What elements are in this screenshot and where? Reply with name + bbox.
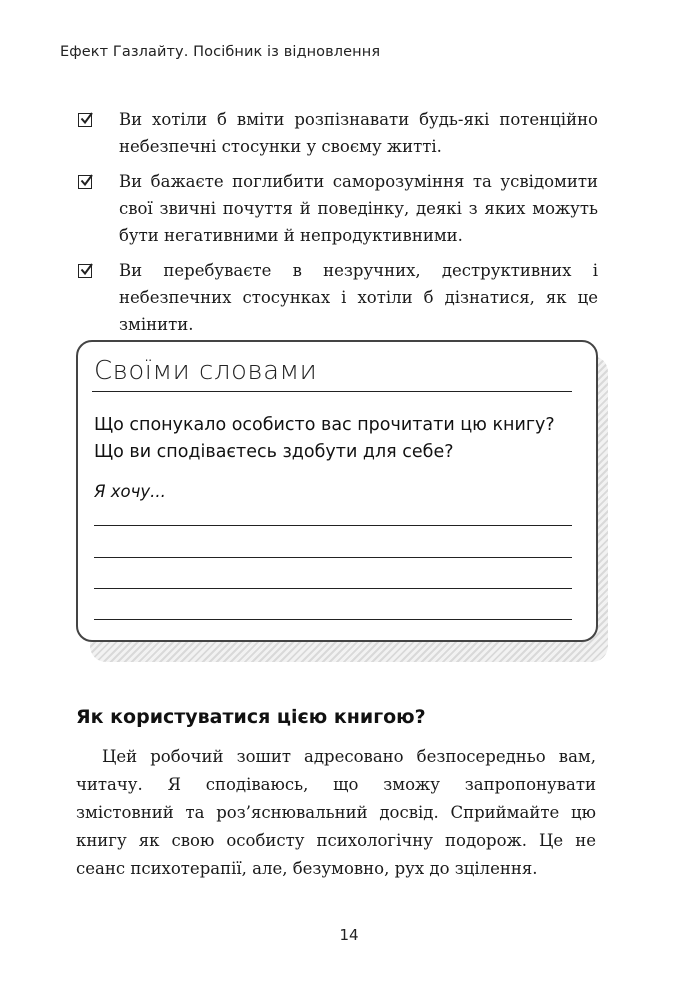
- question-line-1: Що спонукало особисто вас прочитати цю книгу?: [94, 415, 555, 435]
- in-your-words-card: [76, 340, 598, 652]
- page-number: 14: [339, 926, 359, 944]
- checked-box-icon: [78, 113, 92, 127]
- writing-line[interactable]: [94, 588, 572, 589]
- writing-line[interactable]: [94, 619, 572, 620]
- checklist: [78, 106, 598, 346]
- checked-box-icon: [78, 175, 92, 189]
- body-paragraph: Цей робочий зошит адресовано безпосередньо вам, читачу. Я сподіваюсь, що зможу запропонувати змістовний та роз’яснювальний досвід. Сприймайте цю книгу як свою особисту психологічну подорож. Це не сеанс психотерапії, але, безумовно, рух до зцілення.: [76, 747, 596, 878]
- checklist-item-text: Ви бажаєте поглибити саморозуміння та усвідомити свої звичні почуття й поведінку, деякі з яких можуть бути негативними й непродуктивними.: [119, 172, 598, 245]
- checklist-item: [78, 168, 598, 249]
- checklist-item-text: Ви хотіли б вміти розпізнавати будь-які потенційно небезпечні стосунки у своєму житті.: [119, 110, 598, 156]
- section-heading: Як користуватися цією книгою?: [76, 706, 426, 728]
- writing-line[interactable]: [94, 557, 572, 558]
- checked-box-icon: [78, 264, 92, 278]
- running-head-title: Ефект Газлайту. Посібник із відновлення: [60, 44, 381, 60]
- question-line-2: Що ви сподіваєтесь здобути для себе?: [94, 442, 454, 462]
- card-box: [76, 340, 598, 642]
- card-prompt: Я хочу...: [94, 482, 166, 501]
- writing-line[interactable]: [94, 525, 572, 526]
- checklist-item-text: Ви перебуваєте в незручних, деструктивних і небезпечних стосунках і хотіли б дізнатися, як це змінити.: [119, 261, 598, 334]
- checklist-item: [78, 106, 598, 160]
- title-underline: [92, 391, 572, 392]
- checklist-item: [78, 257, 598, 338]
- card-title: Своїми словами: [94, 356, 318, 386]
- card-question: [94, 412, 584, 466]
